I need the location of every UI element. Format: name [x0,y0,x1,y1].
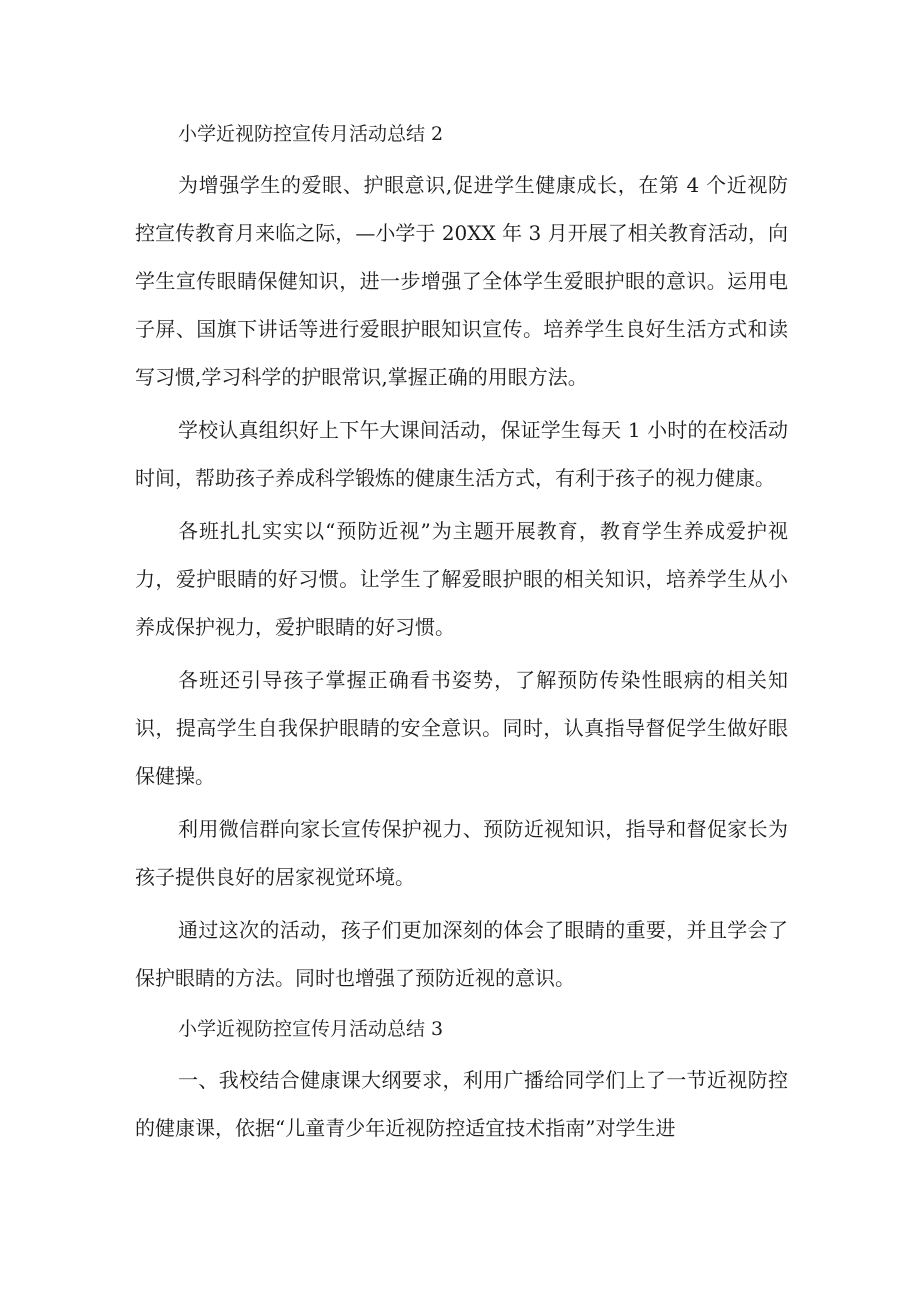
section-heading: 小学近视防控宣传月活动总结 2 [178,123,444,145]
paragraph: 一、我校结合健康课大纲要求，利用广播给同学们上了一节近视防控的健康课，依据“儿童青少年近视防控适宜技术指南”对学生进 [135,1068,788,1140]
paragraph: 各班扎扎实实以“预防近视”为主题开展教育，教育学生养成爱护视力，爱护眼睛的好习惯。让学生了解爱眼护眼的相关知识，培养学生从小养成保护视力，爱护眼睛的好习惯。 [135,519,788,639]
paragraph: 通过这次的活动，孩子们更加深刻的体会了眼睛的重要，并且学会了保护眼睛的方法。同时也增强了预防近视的意识。 [135,918,788,990]
paragraph: 各班还引导孩子掌握正确看书姿势，了解预防传染性眼病的相关知识，提高学生自我保护眼睛的安全意识。同时，认真指导督促学生做好眼保健操。 [135,668,788,788]
document-body [135,112,788,1157]
section-heading: 小学近视防控宣传月活动总结 3 [178,1018,444,1040]
paragraph: 为增强学生的爱眼、护眼意识,促进学生健康成长，在第 4 个近视防控宣传教育月来临之际，—小学于 20XX 年 3 月开展了相关教育活动，向学生宣传眼睛保健知识，进一步增强了全体学生爱眼护眼的意识。运用电子屏、国旗下讲话等进行爱眼护眼知识宣传。培养学生良好生活方式和读写习惯,学习科学的护眼常识,掌握正确的用眼方法。 [135,173,788,389]
paragraph: 利用微信群向家长宣传保护视力、预防近视知识，指导和督促家长为孩子提供良好的居家视觉环境。 [135,817,788,889]
paragraph: 学校认真组织好上下午大课间活动，保证学生每天 1 小时的在校活动时间，帮助孩子养成科学锻炼的健康生活方式，有利于孩子的视力健康。 [135,418,788,490]
